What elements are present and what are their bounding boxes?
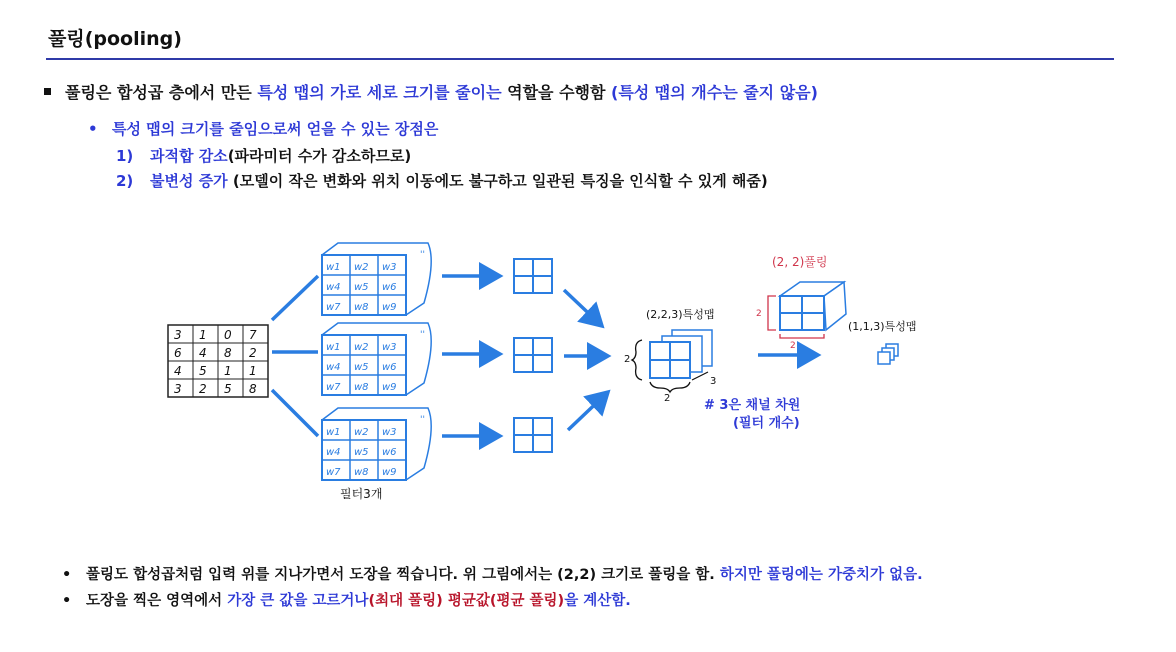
filter-weight-cell: w3: [382, 427, 397, 438]
output-stack-1x1x3: [878, 344, 898, 364]
dot-bullet-icon: •: [88, 120, 98, 138]
bullet1-part1: 풀링은 합성곱 층에서 만든: [65, 83, 258, 102]
filter-weight-cell: w2: [354, 262, 369, 273]
input-cell: 2: [199, 382, 207, 396]
filter-weight-cell: w5: [354, 447, 369, 458]
advantage-number: 1): [116, 147, 134, 165]
pool-dim-height: 2: [756, 309, 762, 319]
filter-weight-cell: w5: [354, 282, 369, 293]
sub-bullet-text: 특성 맵의 크기를 줄임으로써 얻을 수 있는 장점은: [112, 120, 439, 138]
filter-weight-cell: w9: [382, 302, 397, 313]
filter-weight-cell: w1: [326, 427, 341, 438]
filter-weight-cell: w8: [354, 467, 369, 478]
advantage-detail: (파라미터 수가 감소하므로): [227, 147, 412, 165]
arrow-to-filter-3: [272, 390, 318, 436]
dim-label-height: 2: [624, 354, 631, 365]
filter-weight-cell: w7: [326, 382, 341, 393]
max-pooling-phrase: 가장 큰 값을 고르거나: [227, 593, 369, 609]
pool-dim-width: 2: [790, 341, 796, 351]
filter-weight-cell: w4: [326, 447, 341, 458]
filter-weight-cell: w1: [326, 262, 341, 273]
input-cell: 2: [249, 346, 257, 360]
dot-bullet-icon: •: [62, 567, 72, 583]
filter-3: [322, 408, 431, 480]
arrow-merge-1: [564, 290, 602, 326]
input-matrix: [168, 325, 268, 397]
channel-note-line1: # 3은 채널 차원: [704, 398, 801, 413]
advantage-highlight: 불변성 증가: [150, 172, 228, 190]
pooling-label: (2, 2)풀링: [772, 255, 828, 269]
feature-map-label: (2,2,3)특성맵: [646, 308, 715, 321]
brace-left: [632, 340, 642, 380]
channel-note-line2: (필터 개수): [733, 416, 800, 431]
input-cell: 1: [199, 328, 207, 342]
filter-weight-cell: w6: [382, 447, 397, 458]
input-cell: 4: [199, 346, 207, 360]
output-map-2: [514, 338, 552, 372]
filter-weight-cell: w4: [326, 282, 341, 293]
filter-caption: 필터3개: [340, 487, 383, 501]
input-cell: 1: [224, 364, 232, 378]
input-cell: 5: [199, 364, 207, 378]
bottom-bullet-1-text: 풀링도 합성곱처럼 입력 위를 지나가면서 도장을 찍습니다. 위 그림에서는 (2,2) 크기로 풀링을 함.: [86, 567, 720, 583]
filter-1: [322, 243, 431, 315]
output-map-3: [514, 418, 552, 452]
page-title: 풀링(pooling): [48, 28, 182, 50]
dim-label-width: 2: [664, 393, 671, 404]
pooling-window: [756, 282, 846, 351]
filter-depth-dots: '': [420, 250, 425, 260]
filter-weight-cell: w9: [382, 382, 397, 393]
filter-weight-cell: w4: [326, 362, 341, 373]
bottom-bullet-1: [62, 563, 923, 584]
bullet1-note: (특성 맵의 개수는 줄지 않음): [611, 83, 818, 102]
advantage-highlight: 과적합 감소: [150, 147, 228, 165]
advantage-number: 2): [116, 172, 134, 190]
advantage-detail: (모델이 작은 변화와 위치 이동에도 불구하고 일관된 특징을 인식할 수 있게 해줌): [227, 172, 768, 190]
filter-weight-cell: w2: [354, 427, 369, 438]
average-phrase: 평균값: [442, 593, 490, 609]
filter-weight-cell: w8: [354, 302, 369, 313]
filter-weight-cell: w5: [354, 362, 369, 373]
output-map-1: [514, 259, 552, 293]
bottom-bullet-1-highlight: 하지만 풀링에는 가중치가 없음.: [719, 567, 923, 583]
filter-depth-dots: '': [420, 330, 425, 340]
filter-weight-cell: w2: [354, 342, 369, 353]
dim-label-depth: 3: [710, 376, 717, 387]
filter-weight-cell: w9: [382, 467, 397, 478]
compute-phrase: 을 계산함.: [564, 593, 631, 609]
filter-depth-dots: '': [420, 415, 425, 425]
output-map-label: (1,1,3)특성맵: [848, 320, 917, 333]
filter-weight-cell: w8: [354, 382, 369, 393]
input-cell: 5: [224, 382, 232, 396]
filter-weight-cell: w6: [382, 362, 397, 373]
input-cell: 1: [249, 364, 257, 378]
max-pooling-label: (최대 풀링): [368, 593, 443, 609]
input-cell: 4: [174, 364, 182, 378]
bottom-bullet-2: [62, 589, 631, 610]
filter-weight-cell: w1: [326, 342, 341, 353]
arrow-to-filter-1: [272, 276, 318, 320]
input-cell: 3: [174, 382, 182, 396]
bullet1-part2: 역할을 수행함: [501, 83, 612, 102]
input-cell: 8: [224, 346, 232, 360]
filter-weight-cell: w7: [326, 467, 341, 478]
input-cell: 8: [249, 382, 257, 396]
filter-weight-cell: w3: [382, 262, 397, 273]
average-pooling-label: (평균 풀링): [489, 593, 565, 609]
input-cell: 7: [249, 328, 257, 342]
input-cell: 6: [174, 346, 182, 360]
bullet1-highlight: 특성 맵의 가로 세로 크기를 줄이는: [257, 83, 502, 102]
arrow-merge-3: [568, 392, 608, 430]
input-cell: 3: [174, 328, 182, 342]
filter-weight-cell: w6: [382, 282, 397, 293]
input-cell: 0: [224, 328, 232, 342]
filter-weight-cell: w7: [326, 302, 341, 313]
filter-2: [322, 323, 431, 395]
dot-bullet-icon: •: [62, 593, 72, 609]
bottom-bullet-2-text: 도장을 찍은 영역에서: [86, 593, 228, 609]
filter-weight-cell: w3: [382, 342, 397, 353]
stacked-feature-map: [650, 330, 712, 378]
brace-bottom: [650, 382, 690, 392]
